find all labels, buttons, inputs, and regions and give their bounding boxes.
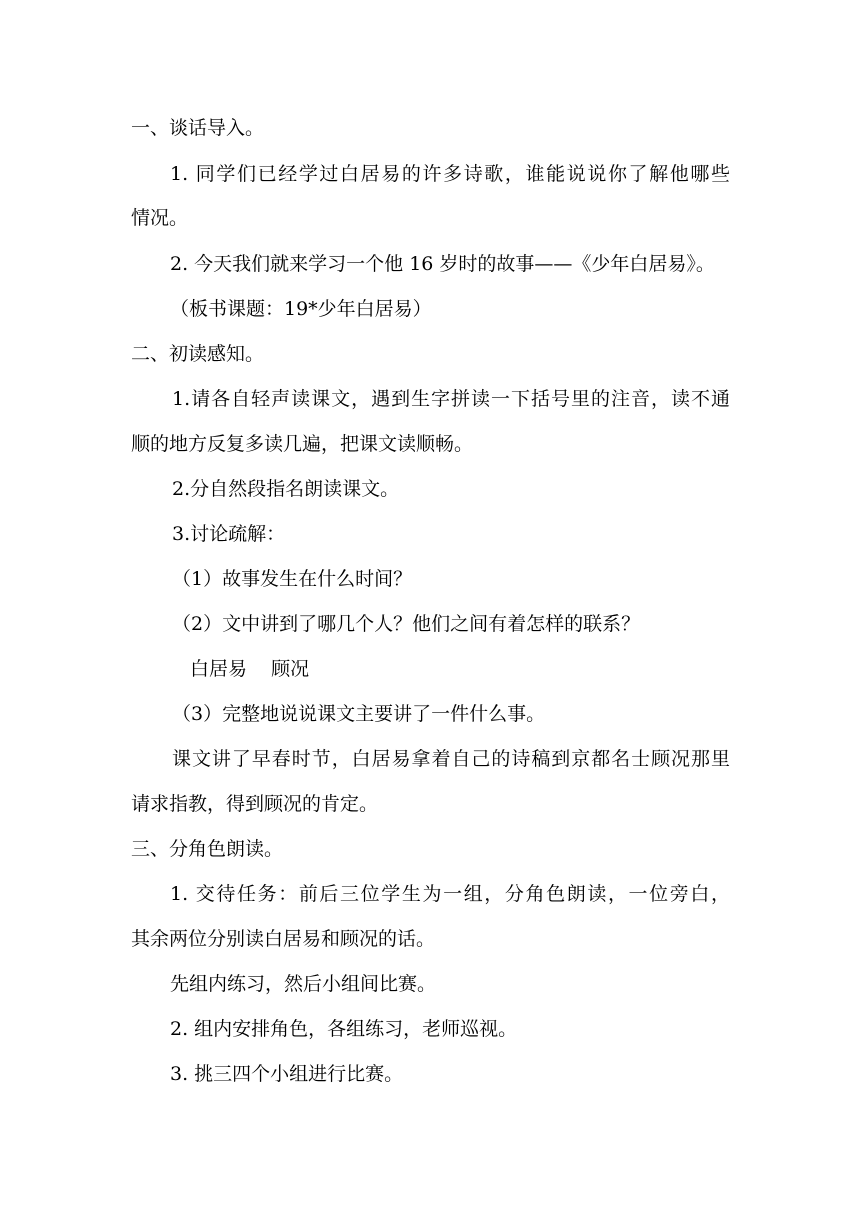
paragraph-line: 2. 组内安排角色，各组练习，老师巡视。 xyxy=(170,1018,518,1040)
paragraph-line: 先组内练习，然后小组间比赛。 xyxy=(170,973,437,995)
board-title-note: （板书课题：19*少年白居易） xyxy=(170,298,432,320)
section-heading-role-reading: 三、分角色朗读。 xyxy=(131,838,284,860)
paragraph-line: 1. 交待任务：前后三位学生为一组，分角色朗读，一位旁白， xyxy=(170,883,730,905)
character-names: 白居易 顾况 xyxy=(190,658,310,680)
question-line: （1）故事发生在什么时间？ xyxy=(172,568,413,590)
paragraph-line: 顺的地方反复多读几遍，把课文读顺畅。 xyxy=(131,433,474,455)
section-heading-intro: 一、谈话导入。 xyxy=(131,117,265,139)
paragraph-line: 1.请各自轻声读课文，遇到生字拼读一下括号里的注音，读不通 xyxy=(172,388,730,410)
question-line: （3）完整地说说课文主要讲了一件什么事。 xyxy=(172,703,546,725)
paragraph-line: 2. 今天我们就来学习一个他 16 岁时的故事——《少年白居易》。 xyxy=(170,253,715,275)
paragraph-line: 3.讨论疏解： xyxy=(172,523,286,545)
paragraph-line: 2.分自然段指名朗读课文。 xyxy=(172,478,400,500)
paragraph-line: 1. 同学们已经学过白居易的许多诗歌，谁能说说你了解他哪些 xyxy=(170,163,730,185)
paragraph-line: 请求指教，得到顾况的肯定。 xyxy=(131,793,379,815)
paragraph-line: 3. 挑三四个小组进行比赛。 xyxy=(170,1063,404,1085)
paragraph-line: 情况。 xyxy=(131,207,189,229)
section-heading-first-reading: 二、初读感知。 xyxy=(131,343,265,365)
paragraph-line: 其余两位分别读白居易和顾况的话。 xyxy=(131,928,436,950)
paragraph-line: 课文讲了早春时节，白居易拿着自己的诗稿到京都名士顾况那里 xyxy=(172,748,730,770)
question-line: （2）文中讲到了哪几个人？他们之间有着怎样的联系？ xyxy=(172,613,641,635)
